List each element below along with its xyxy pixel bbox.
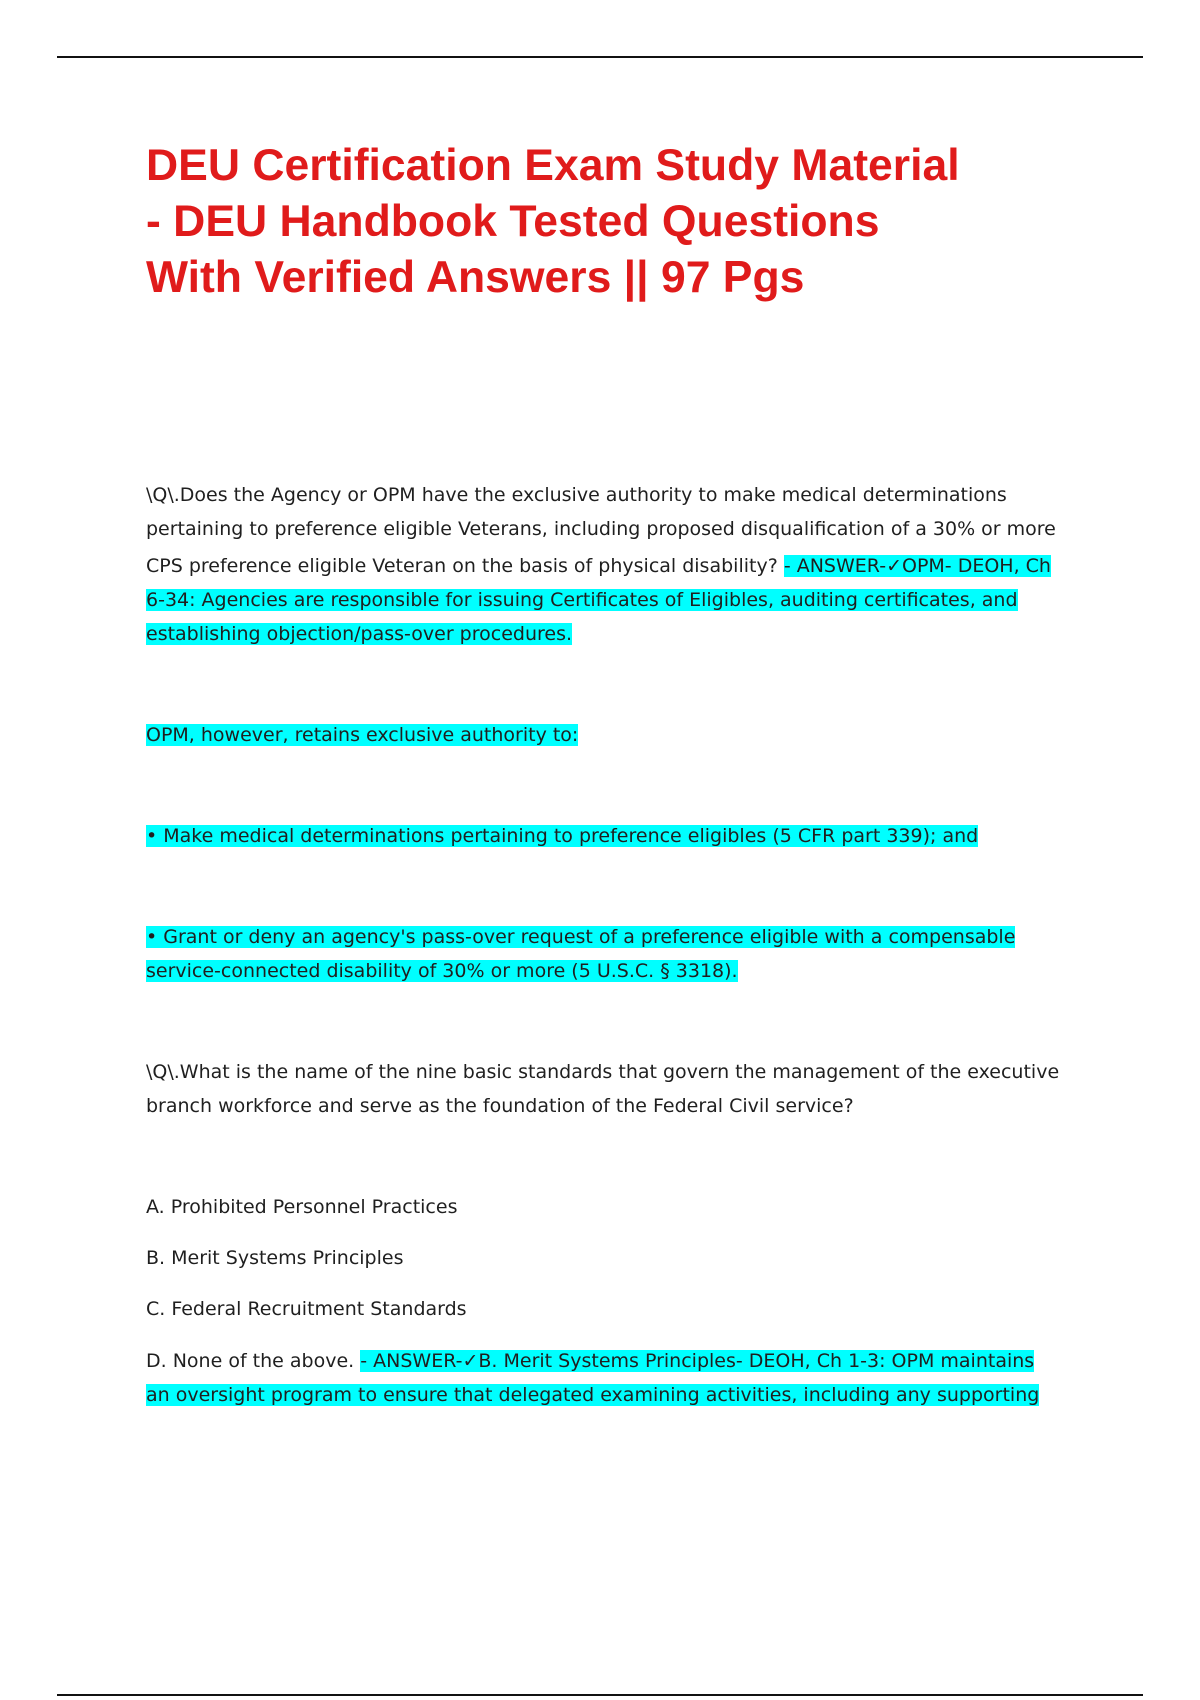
q1-bullet-2-line-1 <box>146 922 1015 952</box>
q1-question-end: CPS preference eligible Veteran on the basis of physical disability? <box>146 555 784 577</box>
q1-bullet-2-line-2 <box>146 956 738 986</box>
q2-option-d-text: D. None of the above. <box>146 1350 361 1372</box>
q2-option-a: A. Prohibited Personnel Practices <box>146 1196 458 1218</box>
q1-bullet-2-text-2: service-connected disability of 30% or more (5 U.S.C. § 3318). <box>146 960 738 982</box>
document-title <box>146 138 1136 306</box>
q1-answer-paragraph <box>146 720 578 750</box>
q2-line-2: branch workforce and serve as the foundation of the Federal Civil service? <box>146 1095 854 1117</box>
q1-answer-line-2 <box>146 585 1018 615</box>
q1-answer-start: - ANSWER-✓OPM- DEOH, Ch <box>783 555 1051 577</box>
q2-answer-start: - ANSWER-✓B. Merit Systems Principles- DEOH, Ch 1-3: OPM maintains <box>360 1350 1035 1372</box>
title-line-2: - DEU Handbook Tested Questions <box>146 197 880 246</box>
q1-answer-text-3: establishing objection/pass-over procedures. <box>146 623 573 645</box>
title-line-3: With Verified Answers || 97 Pgs <box>146 253 805 302</box>
title-line-1: DEU Certification Exam Study Material <box>146 141 960 190</box>
q1-bullet-1-text: • Make medical determinations pertaining to preference eligibles (5 CFR part 339); and <box>146 825 979 847</box>
q1-answer-text-2: 6-34: Agencies are responsible for issuing Certificates of Eligibles, auditing certificates, and <box>146 589 1018 611</box>
q2-option-c: C. Federal Recruitment Standards <box>146 1298 467 1320</box>
q1-line-3 <box>146 551 1051 581</box>
q1-line-2: pertaining to preference eligible Veterans, including proposed disqualification of a 30% or more <box>146 518 1056 540</box>
q1-answer-line-3 <box>146 619 572 649</box>
q2-option-b: B. Merit Systems Principles <box>146 1247 404 1269</box>
q1-line-1: \Q\.Does the Agency or OPM have the exclusive authority to make medical determinations <box>146 484 1007 506</box>
q1-answer-paragraph-text: OPM, however, retains exclusive authority to: <box>146 724 579 746</box>
q2-answer-line-2 <box>146 1380 1039 1410</box>
top-rule <box>57 56 1143 58</box>
q1-bullet-1 <box>146 821 978 851</box>
q2-answer-text-2: an oversight program to ensure that delegated examining activities, including any supporting <box>146 1384 1040 1406</box>
q2-line-1: \Q\.What is the name of the nine basic standards that govern the management of the executive <box>146 1061 1060 1083</box>
q2-option-d <box>146 1346 1034 1376</box>
q1-bullet-2-text-1: • Grant or deny an agency's pass-over request of a preference eligible with a compensable <box>146 926 1016 948</box>
bottom-rule <box>57 1694 1143 1696</box>
